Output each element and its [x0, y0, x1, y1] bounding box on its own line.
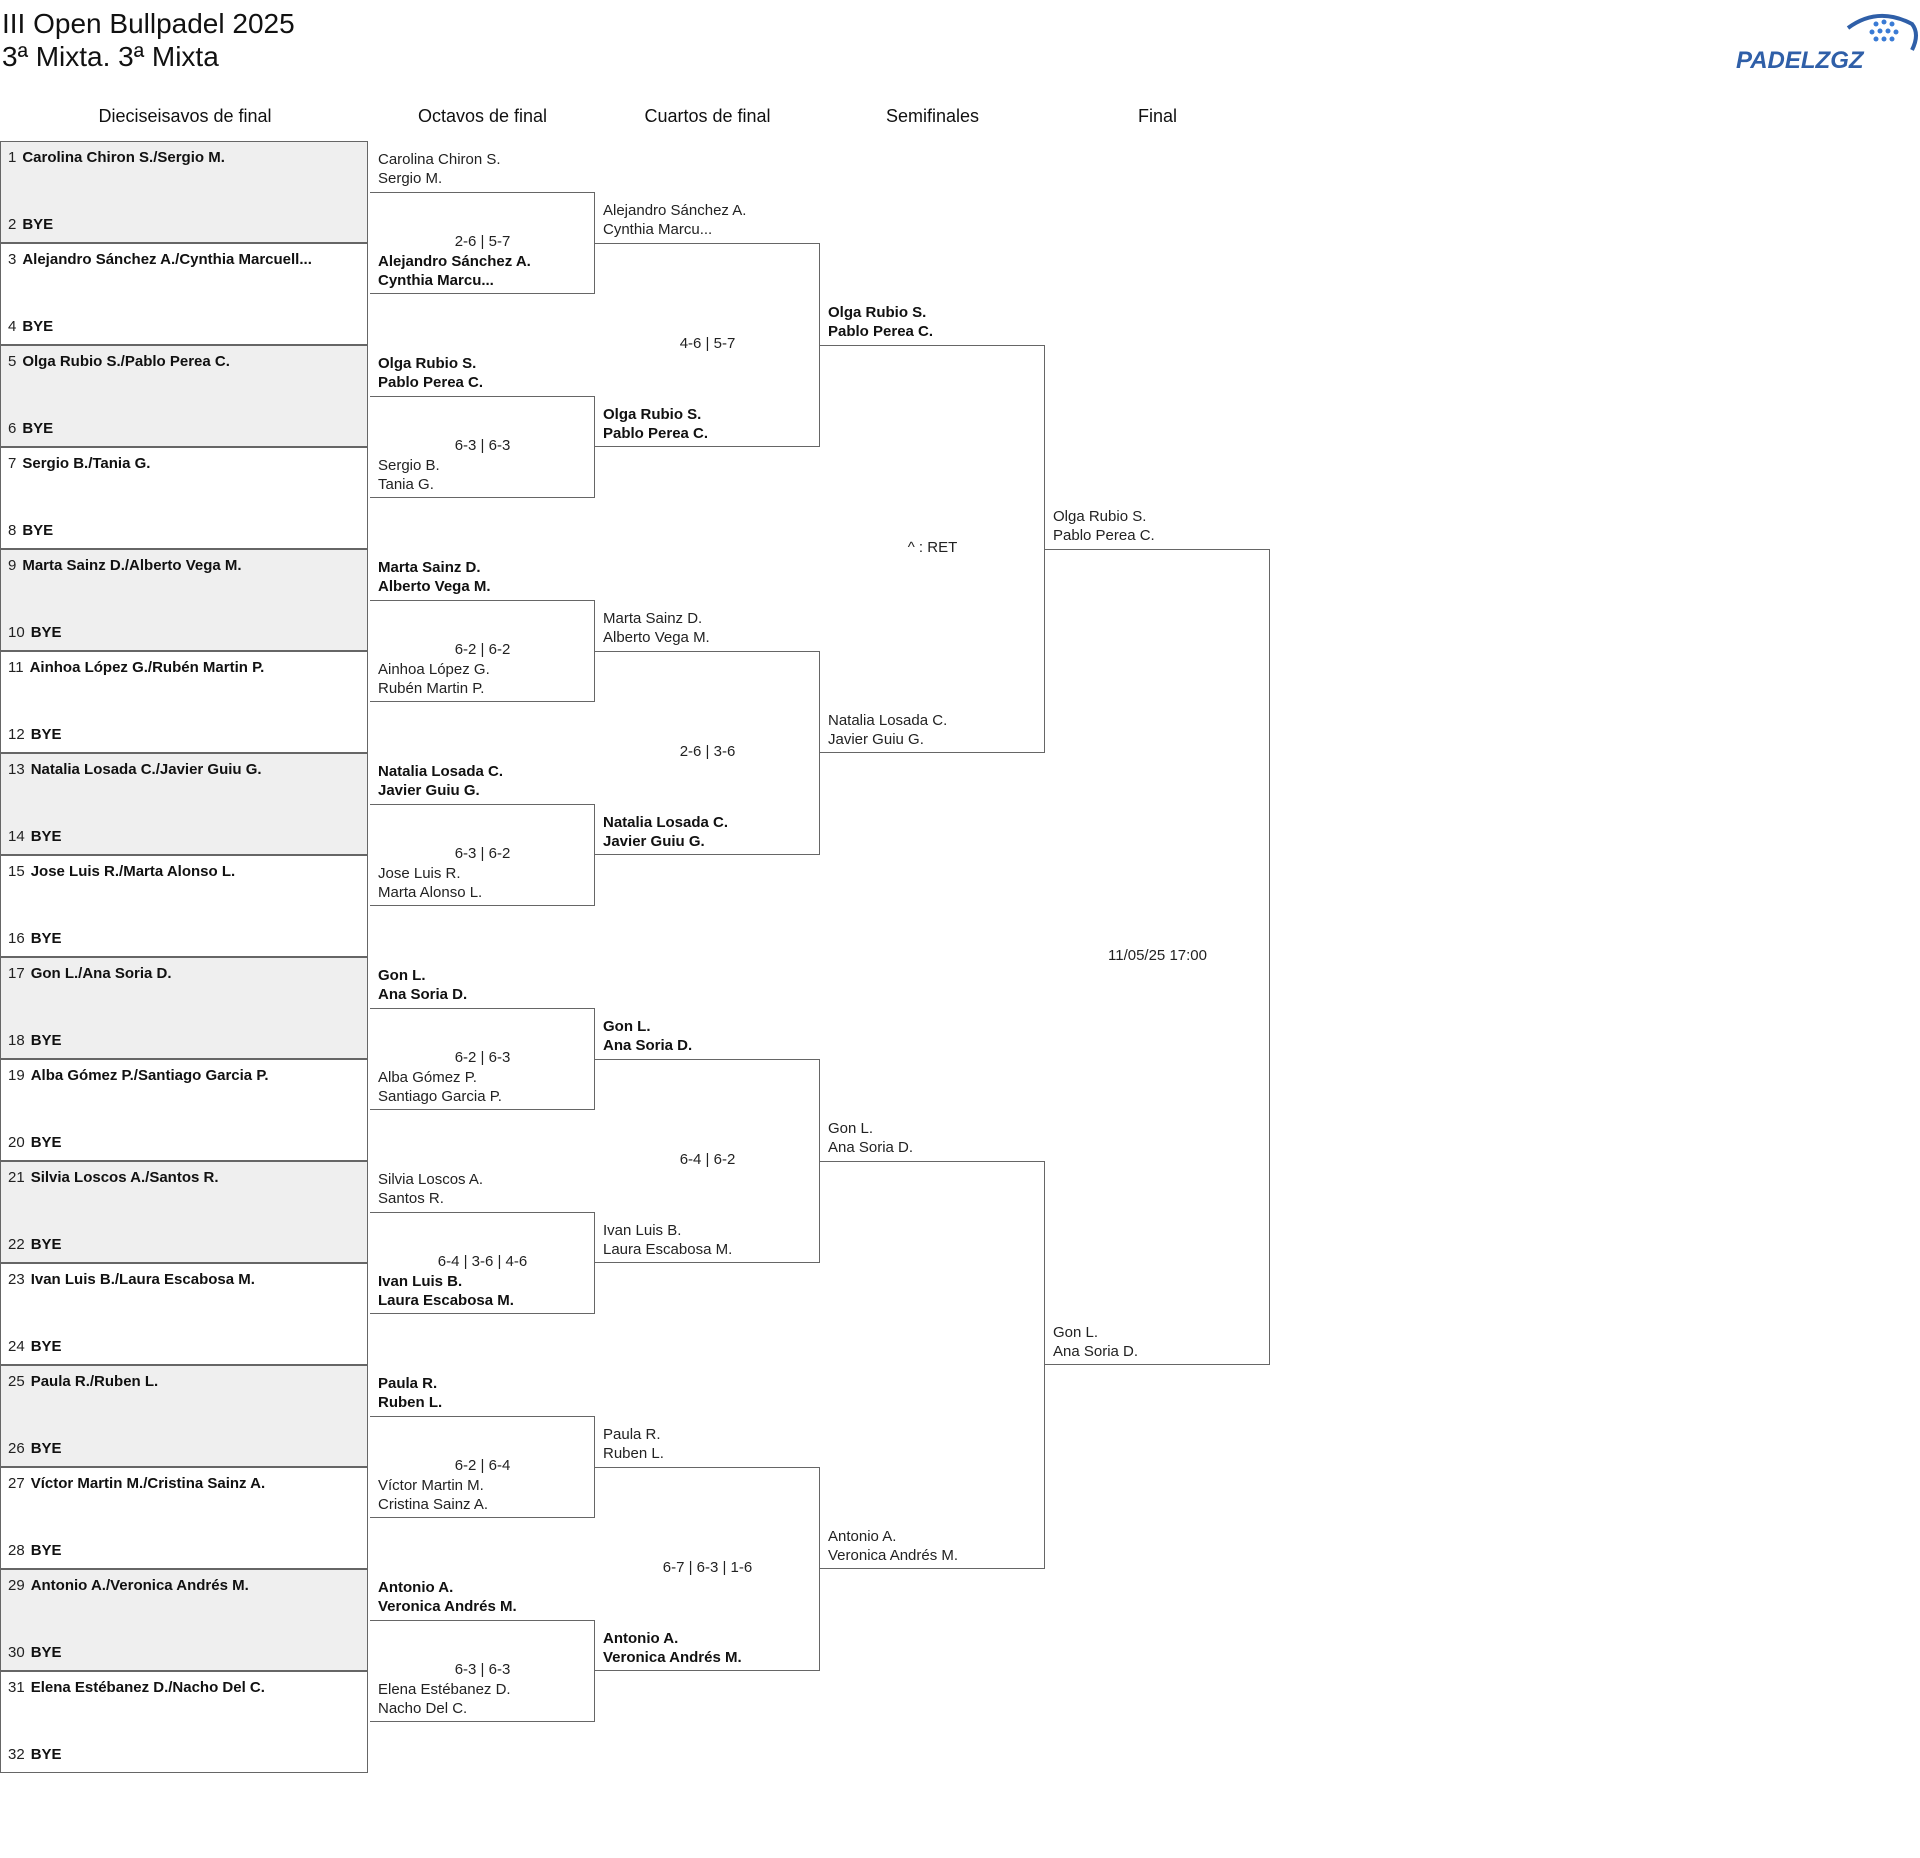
seed-number: 20 — [8, 1134, 25, 1151]
r1-entry — [8, 1271, 255, 1288]
team-entry — [378, 1680, 511, 1718]
r1-entry — [8, 1440, 62, 1457]
player-name: Ana Soria D. — [828, 1139, 914, 1156]
match-score: 11/05/25 17:00 — [1108, 947, 1207, 964]
player-name: Cynthia Marcu... — [603, 221, 713, 238]
team-entry — [603, 405, 708, 443]
player-name: Gon L. — [603, 1018, 651, 1035]
player-name: Cynthia Marcu... — [378, 272, 494, 289]
seed-number: 22 — [8, 1236, 25, 1253]
player-name: Elena Estébanez D. — [378, 1681, 511, 1698]
seed-number: 6 — [8, 420, 17, 437]
team-entry — [378, 1272, 514, 1310]
player-name: Marta Alonso L. — [378, 884, 483, 901]
player-name: Paula R. — [603, 1426, 661, 1443]
player-name: Pablo Perea C. — [378, 374, 484, 391]
match-score: 6-2 | 6-3 — [454, 1049, 511, 1066]
team-entry — [603, 813, 728, 851]
seed-number: 18 — [8, 1032, 25, 1049]
team-entry — [378, 1170, 483, 1208]
team-name: BYE — [30, 1134, 62, 1151]
seed-number: 14 — [8, 828, 25, 845]
player-name: Ivan Luis B. — [378, 1273, 463, 1290]
r1-entry — [8, 353, 230, 370]
r1-entry — [8, 1067, 269, 1084]
player-name: Alberto Vega M. — [603, 629, 710, 646]
team-name: Paula R./Ruben L. — [30, 1373, 159, 1390]
seed-number: 1 — [8, 149, 17, 166]
match-score: 6-7 | 6-3 | 1-6 — [662, 1559, 753, 1576]
seed-number: 10 — [8, 624, 25, 641]
r1-entry — [8, 1032, 62, 1049]
team-entry — [1053, 1323, 1138, 1361]
r1-entry — [8, 1338, 62, 1355]
player-name: Cristina Sainz A. — [378, 1496, 489, 1513]
player-name: Ruben L. — [378, 1394, 443, 1411]
team-name: BYE — [30, 1440, 62, 1457]
player-name: Nacho Del C. — [378, 1700, 468, 1717]
player-name: Natalia Losada C. — [828, 712, 948, 729]
r1-entry — [8, 149, 225, 166]
team-entry — [603, 1017, 692, 1055]
team-name: Alba Gómez P./Santiago Garcia P. — [30, 1067, 269, 1084]
r1-entry — [8, 965, 172, 982]
seed-number: 29 — [8, 1577, 25, 1594]
team-entry — [378, 1476, 488, 1514]
r1-entry — [8, 624, 62, 641]
player-name: Javier Guiu G. — [603, 833, 705, 850]
seed-number: 9 — [8, 557, 17, 574]
player-name: Ainhoa López G. — [378, 661, 490, 678]
player-name: Ana Soria D. — [1053, 1343, 1139, 1360]
player-name: Paula R. — [378, 1375, 438, 1392]
r1-entry — [8, 863, 235, 880]
team-entry — [603, 1425, 664, 1463]
player-name: Santos R. — [378, 1190, 444, 1207]
team-name: Silvia Loscos A./Santos R. — [30, 1169, 219, 1186]
team-entry — [378, 660, 490, 698]
player-name: Alejandro Sánchez A. — [378, 253, 531, 270]
team-name: Marta Sainz D./Alberto Vega M. — [22, 557, 242, 574]
seed-number: 24 — [8, 1338, 25, 1355]
team-entry — [378, 150, 501, 188]
r1-entry — [8, 761, 262, 778]
match-score: 6-3 | 6-3 — [454, 1661, 511, 1678]
team-entry — [378, 864, 482, 902]
team-entry — [378, 1068, 502, 1106]
team-name: BYE — [30, 828, 62, 845]
team-name: BYE — [22, 420, 54, 437]
player-name: Laura Escabosa M. — [603, 1241, 733, 1258]
team-name: Jose Luis R./Marta Alonso L. — [30, 863, 236, 880]
tournament-title: III Open Bullpadel 2025 — [2, 8, 295, 39]
r1-entry — [8, 455, 150, 472]
player-name: Alejandro Sánchez A. — [603, 202, 747, 219]
player-name: Olga Rubio S. — [1053, 508, 1147, 525]
seed-number: 13 — [8, 761, 25, 778]
team-entry — [603, 609, 710, 647]
r1-entry — [8, 1134, 62, 1151]
team-name: BYE — [22, 216, 54, 233]
seed-number: 23 — [8, 1271, 25, 1288]
r1-entry — [8, 1542, 62, 1559]
team-name: BYE — [30, 1338, 62, 1355]
team-entry — [378, 1374, 442, 1412]
connector — [820, 1161, 1045, 1569]
team-name: Alejandro Sánchez A./Cynthia Marcuell... — [22, 251, 312, 268]
team-entry — [828, 1119, 913, 1157]
player-name: Olga Rubio S. — [378, 355, 477, 372]
r1-entry — [8, 1746, 62, 1763]
player-name: Laura Escabosa M. — [378, 1292, 514, 1309]
player-name: Olga Rubio S. — [828, 304, 927, 321]
team-entry — [378, 252, 531, 290]
seed-number: 31 — [8, 1679, 25, 1696]
team-name: Víctor Martin M./Cristina Sainz A. — [30, 1475, 266, 1492]
match-score: 6-4 | 3-6 | 4-6 — [437, 1253, 528, 1270]
player-name: Alberto Vega M. — [378, 578, 491, 595]
team-name: Antonio A./Veronica Andrés M. — [30, 1577, 249, 1594]
match-score: 6-3 | 6-2 — [454, 845, 511, 862]
team-entry — [828, 711, 947, 749]
seed-number: 21 — [8, 1169, 25, 1186]
r1-entry — [8, 318, 53, 335]
seed-number: 19 — [8, 1067, 25, 1084]
seed-number: 4 — [8, 318, 17, 335]
team-name: Olga Rubio S./Pablo Perea C. — [22, 353, 230, 370]
r1-entry — [8, 1679, 265, 1696]
team-name: Carolina Chiron S./Sergio M. — [22, 149, 225, 166]
player-name: Antonio A. — [378, 1579, 454, 1596]
team-entry — [603, 1629, 742, 1667]
r1-entry — [8, 522, 53, 539]
team-entry — [378, 966, 467, 1004]
r1-entry — [8, 420, 53, 437]
player-name: Víctor Martin M. — [378, 1477, 484, 1494]
seed-number: 17 — [8, 965, 25, 982]
team-entry — [1053, 507, 1155, 545]
team-name: BYE — [22, 522, 54, 539]
seed-number: 30 — [8, 1644, 25, 1661]
round-heading-r4: Semifinales — [885, 106, 980, 126]
player-name: Veronica Andrés M. — [378, 1598, 517, 1615]
team-name: Natalia Losada C./Javier Guiu G. — [30, 761, 262, 778]
player-name: Sergio B. — [378, 457, 440, 474]
player-name: Marta Sainz D. — [378, 559, 481, 576]
team-name: Ainhoa López G./Rubén Martin P. — [29, 659, 265, 676]
match-score: 4-6 | 5-7 — [679, 335, 736, 352]
r1-entry — [8, 726, 62, 743]
seed-number: 25 — [8, 1373, 25, 1390]
player-name: Ana Soria D. — [603, 1037, 693, 1054]
round-heading-r1: Dieciseisavos de final — [98, 106, 272, 126]
r1-entry — [8, 659, 264, 676]
r1-entry — [8, 828, 62, 845]
seed-number: 3 — [8, 251, 17, 268]
player-name: Pablo Perea C. — [1053, 527, 1155, 544]
seed-number: 11 — [8, 659, 24, 676]
player-name: Marta Sainz D. — [603, 610, 703, 627]
player-name: Silvia Loscos A. — [378, 1171, 484, 1188]
player-name: Sergio M. — [378, 170, 443, 187]
seed-number: 2 — [8, 216, 17, 233]
r1-entry — [8, 1373, 158, 1390]
player-name: Ruben L. — [603, 1445, 664, 1462]
seed-number: 8 — [8, 522, 17, 539]
match-score: 6-2 | 6-4 — [454, 1457, 511, 1474]
team-name: Elena Estébanez D./Nacho Del C. — [30, 1679, 265, 1696]
r1-entry — [8, 557, 242, 574]
match-score: ^ : RET — [907, 539, 958, 556]
team-name: BYE — [30, 624, 62, 641]
seed-number: 7 — [8, 455, 17, 472]
player-name: Pablo Perea C. — [828, 323, 934, 340]
seed-number: 28 — [8, 1542, 25, 1559]
player-name: Natalia Losada C. — [603, 814, 729, 831]
player-name: Tania G. — [378, 476, 434, 493]
r1-entry — [8, 1169, 219, 1186]
team-name: BYE — [22, 318, 54, 335]
team-entry — [828, 1527, 958, 1565]
team-entry — [603, 1221, 732, 1259]
match-score: 2-6 | 5-7 — [454, 233, 511, 250]
team-entry — [378, 762, 503, 800]
team-name: Ivan Luis B./Laura Escabosa M. — [30, 1271, 255, 1288]
match-score: 6-2 | 6-2 — [454, 641, 511, 658]
r1-entry — [8, 1475, 265, 1492]
round-heading-r5: Final — [1137, 106, 1177, 126]
round-heading-r3: Cuartos de final — [644, 106, 771, 126]
player-name: Javier Guiu G. — [378, 782, 480, 799]
r1-entry — [8, 1236, 62, 1253]
team-name: BYE — [30, 930, 62, 947]
player-name: Gon L. — [378, 967, 426, 984]
r1-entry — [8, 930, 62, 947]
player-name: Ana Soria D. — [378, 986, 468, 1003]
player-name: Carolina Chiron S. — [378, 151, 501, 168]
seed-number: 27 — [8, 1475, 25, 1492]
player-name: Jose Luis R. — [378, 865, 461, 882]
player-name: Rubén Martin P. — [378, 680, 485, 697]
player-name: Natalia Losada C. — [378, 763, 504, 780]
team-entry — [378, 354, 483, 392]
seed-number: 15 — [8, 863, 25, 880]
player-name: Antonio A. — [603, 1630, 679, 1647]
player-name: Gon L. — [828, 1120, 874, 1137]
seed-number: 16 — [8, 930, 25, 947]
team-name: BYE — [30, 1236, 62, 1253]
team-entry — [378, 1578, 517, 1616]
team-name: BYE — [30, 726, 62, 743]
match-score: 6-4 | 6-2 — [679, 1151, 736, 1168]
team-name: Sergio B./Tania G. — [22, 455, 151, 472]
team-name: BYE — [30, 1746, 62, 1763]
r1-entry — [8, 1577, 249, 1594]
team-name: BYE — [30, 1542, 62, 1559]
team-entry — [378, 558, 491, 596]
team-name: BYE — [30, 1032, 62, 1049]
seed-number: 26 — [8, 1440, 25, 1457]
r1-entry — [8, 1644, 62, 1661]
player-name: Veronica Andrés M. — [603, 1649, 742, 1666]
player-name: Santiago Garcia P. — [378, 1088, 502, 1105]
logo-text: PADELZGZ — [1736, 47, 1864, 74]
team-name: Gon L./Ana Soria D. — [30, 965, 172, 982]
team-entry — [828, 303, 933, 341]
seed-number: 5 — [8, 353, 17, 370]
match-score: 6-3 | 6-3 — [454, 437, 511, 454]
team-name: BYE — [30, 1644, 62, 1661]
team-entry — [378, 456, 440, 494]
team-entry — [603, 201, 746, 239]
match-score: 2-6 | 3-6 — [679, 743, 736, 760]
player-name: Gon L. — [1053, 1324, 1099, 1341]
category-title: 3ª Mixta. 3ª Mixta — [2, 41, 219, 72]
r1-entry — [8, 251, 312, 268]
round-heading-r2: Octavos de final — [417, 106, 548, 126]
seed-number: 12 — [8, 726, 25, 743]
player-name: Antonio A. — [828, 1528, 897, 1545]
player-name: Olga Rubio S. — [603, 406, 702, 423]
player-name: Pablo Perea C. — [603, 425, 709, 442]
padelzgz-logo — [1730, 6, 1920, 76]
player-name: Ivan Luis B. — [603, 1222, 682, 1239]
seed-number: 32 — [8, 1746, 25, 1763]
player-name: Javier Guiu G. — [828, 731, 924, 748]
player-name: Alba Gómez P. — [378, 1069, 477, 1086]
r1-entry — [8, 216, 53, 233]
player-name: Veronica Andrés M. — [828, 1547, 959, 1564]
